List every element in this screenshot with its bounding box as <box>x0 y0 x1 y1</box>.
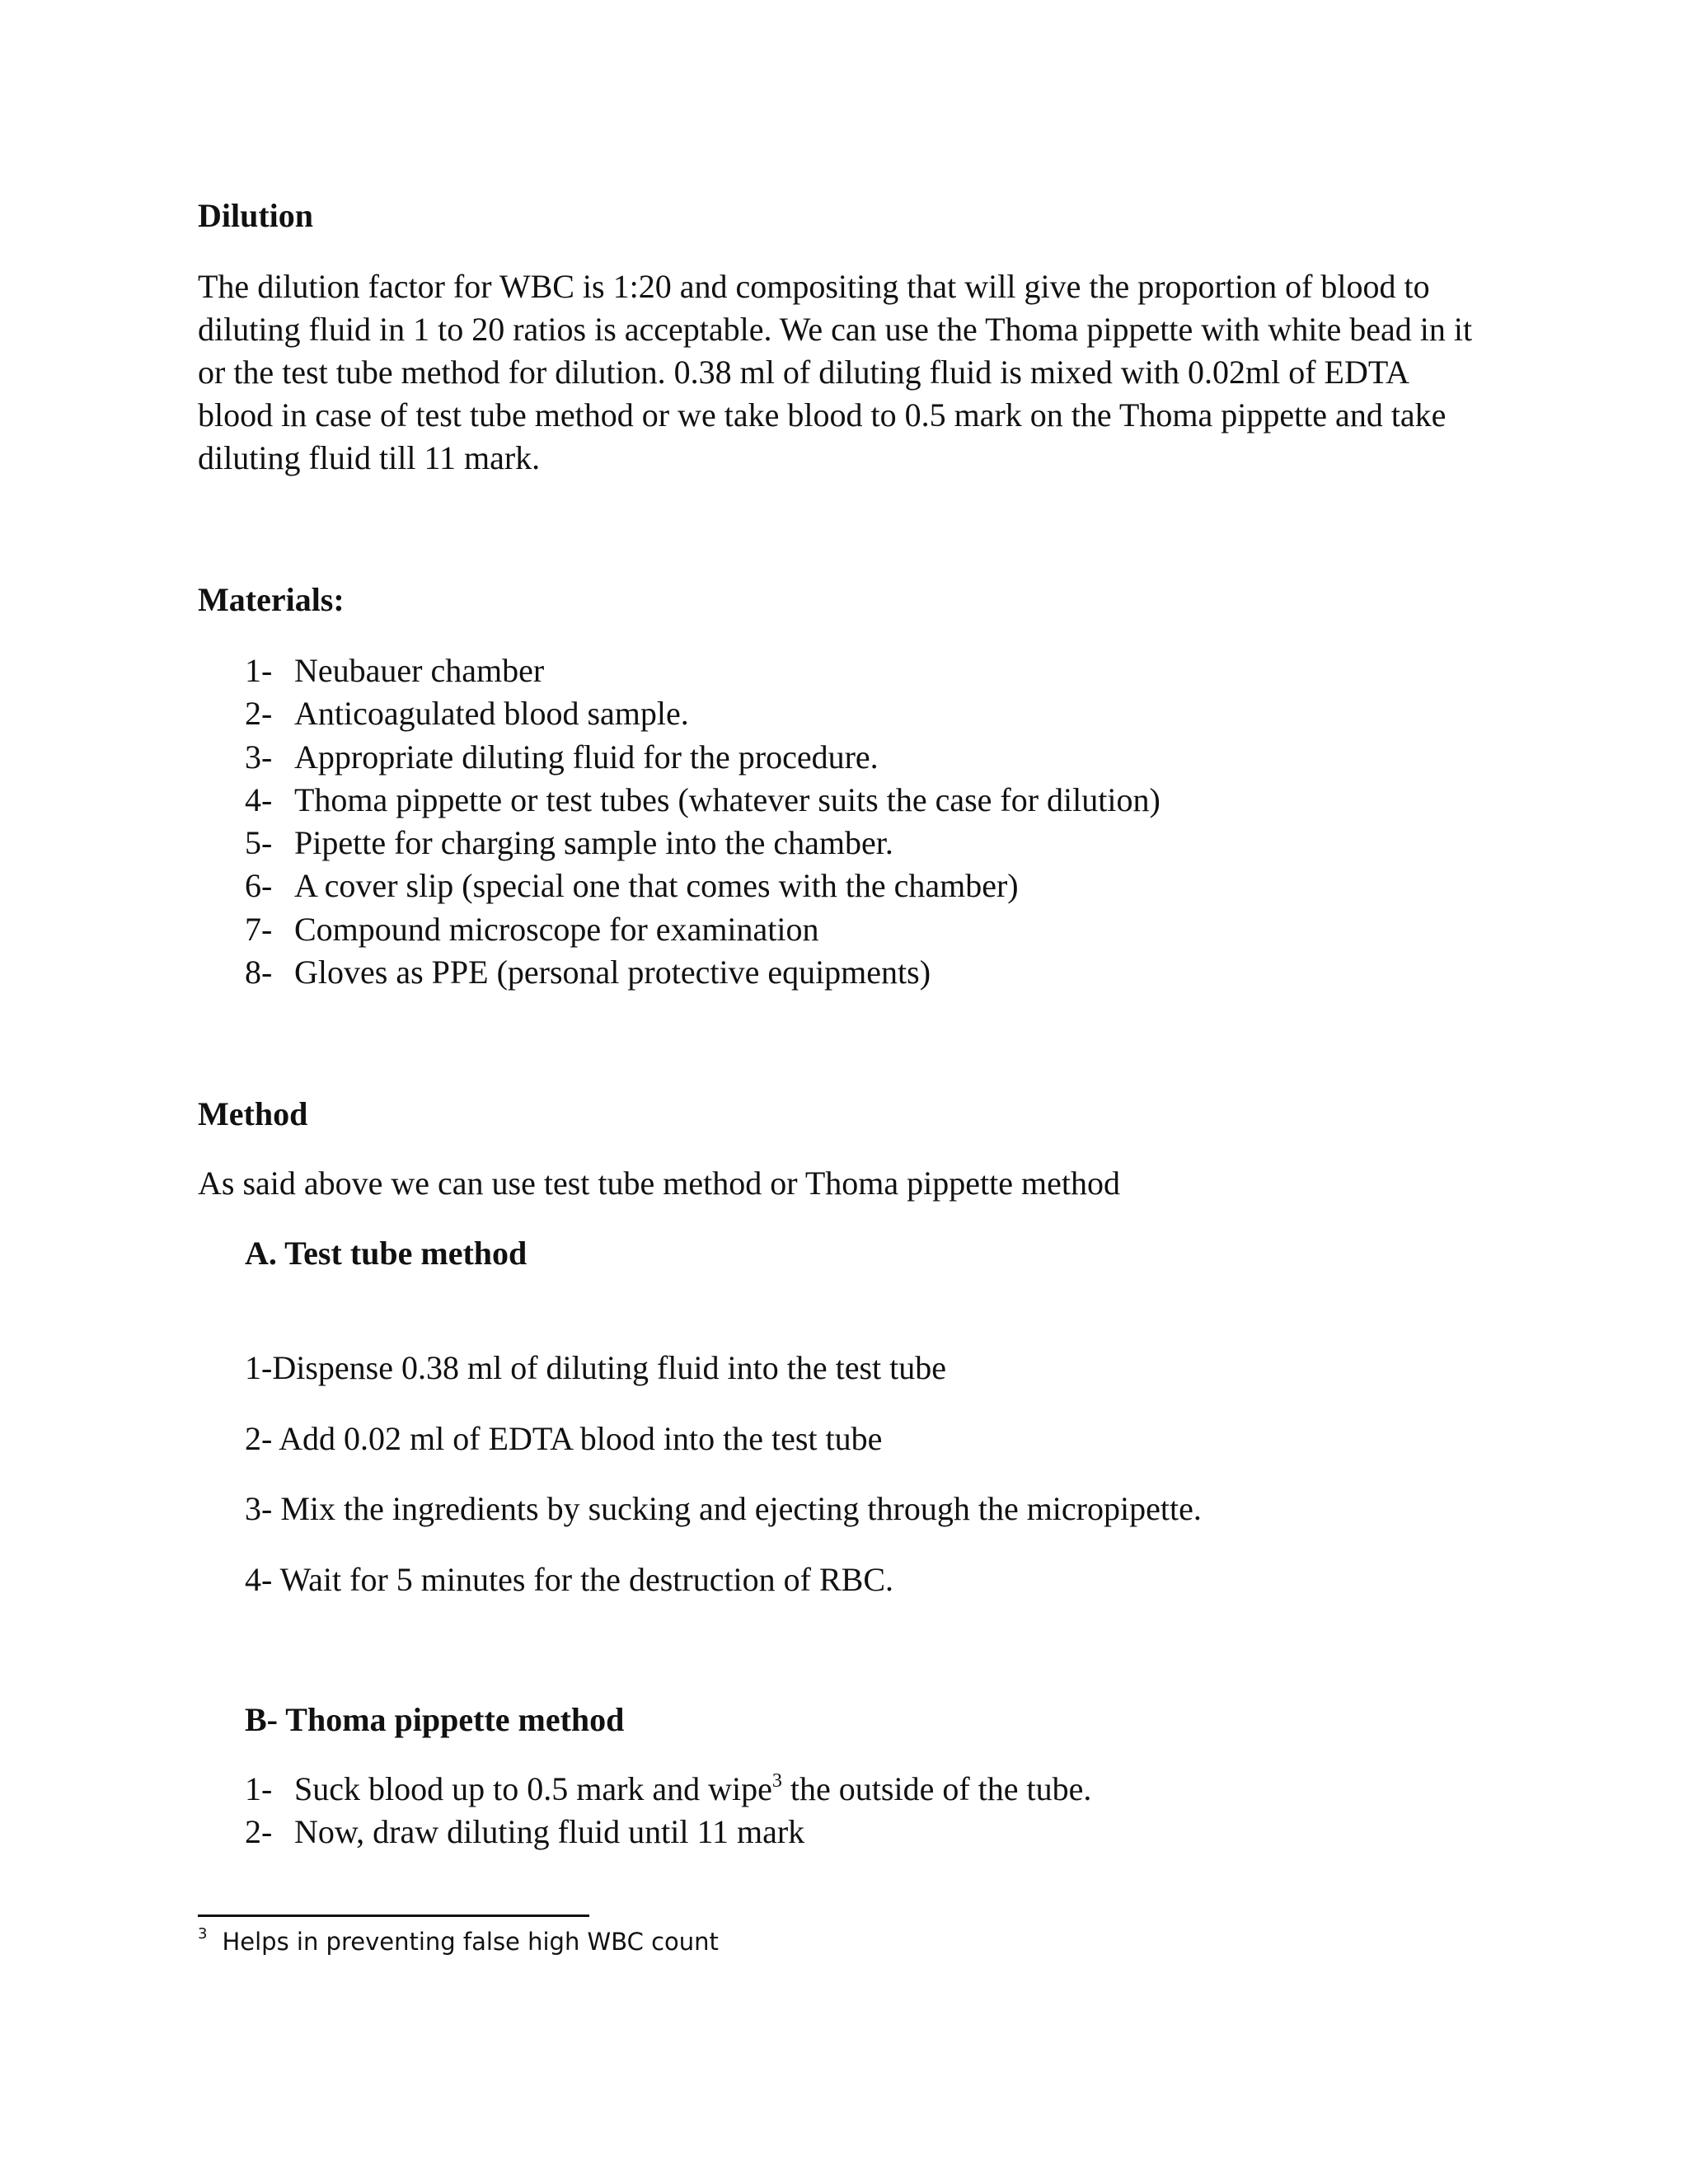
thoma-heading: B- Thoma pippette method <box>245 1701 625 1738</box>
dilution-line: blood in case of test tube method or we take blood to 0.5 mark on the Thoma pippette and take <box>198 396 1447 434</box>
test-tube-heading: A. Test tube method <box>245 1235 528 1272</box>
list-item <box>245 1811 1091 1854</box>
list-text: Thoma pippette or test tubes (whatever suits the case for dilution) <box>294 780 1160 818</box>
footnote-text: Helps in preventing false high WBC count <box>222 1928 719 1956</box>
list-item <box>245 736 1160 779</box>
footnote-mark: 3 <box>198 1925 208 1943</box>
dilution-paragraph <box>198 265 1500 480</box>
list-number: 6- <box>245 867 273 905</box>
list-text: Anticoagulated blood sample. <box>294 695 689 733</box>
footnote <box>198 1925 719 1958</box>
list-text: Now, draw diluting fluid until 11 mark <box>294 1813 805 1851</box>
list-item <box>245 692 1160 735</box>
list-text: A cover slip (special one that comes with the chamber) <box>294 867 1019 905</box>
list-item <box>245 951 1160 994</box>
list-text: the outside of the tube. <box>781 1770 1092 1807</box>
list-number: 1- <box>245 652 273 689</box>
dilution-line: The dilution factor for WBC is 1:20 and compositing that will give the proportion of blood to <box>198 268 1430 305</box>
dilution-line: diluting fluid till 11 mark. <box>198 439 541 476</box>
test-tube-step: 3- Mix the ingredients by sucking and ejecting through the micropipette. <box>245 1490 1202 1527</box>
list-number: 5- <box>245 824 273 862</box>
list-item <box>245 865 1160 907</box>
list-number: 3- <box>245 738 273 776</box>
list-number: 4- <box>245 780 273 818</box>
test-tube-step: 1-Dispense 0.38 ml of diluting fluid into the test tube <box>245 1349 947 1386</box>
list-item <box>245 1768 1091 1811</box>
thoma-steps-list <box>245 1768 1091 1854</box>
list-text: Pipette for charging sample into the chamber. <box>294 824 893 862</box>
test-tube-step: 2- Add 0.02 ml of EDTA blood into the test tube <box>245 1420 883 1457</box>
footnote-reference: 3 <box>771 1770 782 1792</box>
dilution-line: diluting fluid in 1 to 20 ratios is acceptable. We can use the Thoma pippette with white bead in it <box>198 311 1473 348</box>
list-text: Neubauer chamber <box>294 652 545 689</box>
dilution-heading: Dilution <box>198 197 314 234</box>
list-item <box>245 822 1160 865</box>
materials-list <box>245 649 1160 994</box>
list-number: 2- <box>245 1813 273 1851</box>
list-text: Gloves as PPE (personal protective equipments) <box>294 954 931 991</box>
materials-heading: Materials: <box>198 581 345 618</box>
method-intro: As said above we can use test tube method or Thoma pippette method <box>198 1165 1120 1202</box>
list-number: 8- <box>245 954 273 991</box>
list-text: Suck blood up to 0.5 mark and wipe <box>294 1770 772 1807</box>
list-item <box>245 908 1160 951</box>
method-heading: Method <box>198 1095 308 1132</box>
list-item <box>245 649 1160 692</box>
list-number: 1- <box>245 1770 273 1807</box>
footnote-separator <box>198 1915 589 1917</box>
list-text: Compound microscope for examination <box>294 910 819 948</box>
list-item <box>245 779 1160 822</box>
dilution-line: or the test tube method for dilution. 0.38 ml of diluting fluid is mixed with 0.02ml of EDTA <box>198 354 1409 391</box>
list-number: 7- <box>245 910 273 948</box>
list-number: 2- <box>245 695 273 733</box>
list-text: Appropriate diluting fluid for the procedure. <box>294 738 879 776</box>
test-tube-step: 4- Wait for 5 minutes for the destruction of RBC. <box>245 1561 894 1598</box>
